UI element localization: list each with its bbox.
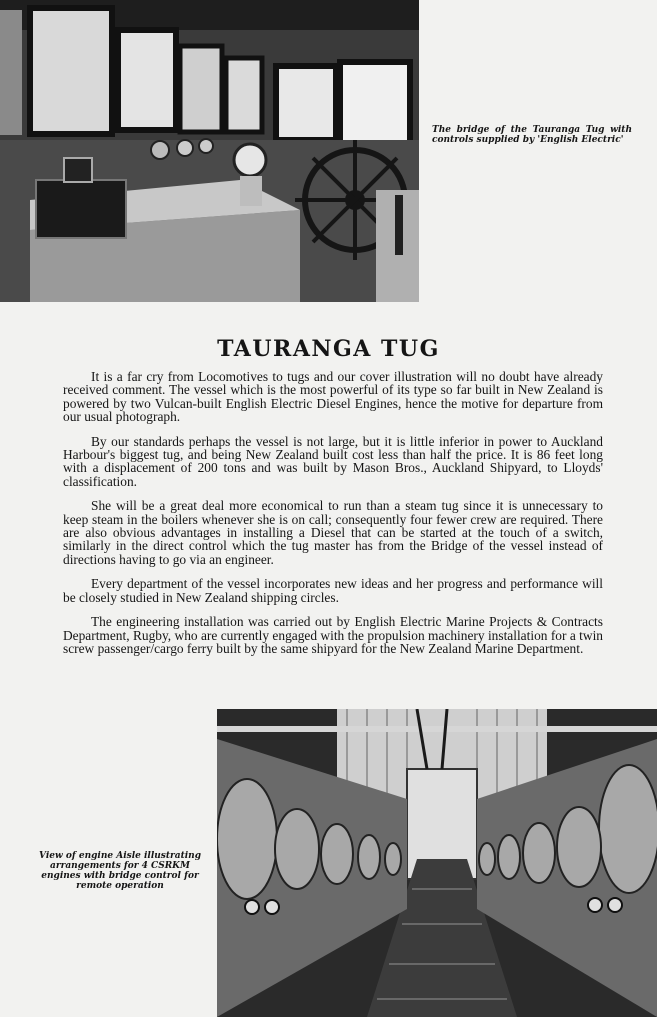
article-paragraph: The engineering installation was carried out by English Electric Marine Projects & Contracts Department, Rugby, who are currently engaged with the propulsion machinery installation for a twin screw passenger/cargo ferry built by the same shipyard for the New Zealand Marine Department. (63, 614, 603, 656)
article-paragraph: She will be a great deal more economical to run than a steam tug since it is unnecessary to keep steam in the boilers whenever she is on call; consequently four fewer crew are required. There are also obvious advantages in installing a Diesel that can be started at the touch of a switch, similarly in the direct control which the tug master has from the Bridge of the vessel instead of directions having to go via an engineer. (63, 498, 603, 567)
bridge-photo (0, 0, 419, 302)
bridge-photo-caption: The bridge of the Tauranga Tug with controls supplied by 'English Electric' (432, 125, 632, 145)
article-paragraph: Every department of the vessel incorporates new ideas and her progress and performance will be closely studied in New Zealand shipping circles. (63, 576, 603, 605)
engine-aisle-photo (217, 709, 657, 1017)
article-paragraph: It is a far cry from Locomotives to tugs and our cover illustration will no doubt have already received comment. The vessel which is the most powerful of its type so far built in New Zealand is powered by two Vulcan-built English Electric Diesel Engines, hence the motive for departure from our usual photograph. (63, 369, 603, 425)
article-body (63, 370, 603, 666)
article-paragraph: By our standards perhaps the vessel is not large, but it is little inferior in power to Auckland Harbour's biggest tug, and being New Zealand built cost less than half the price. It is 86 feet long with a displacement of 200 tons and was built by Mason Bros., Auckland Shipyard, to Lloyds' classification. (63, 433, 603, 489)
article-title: TAURANGA TUG (217, 336, 440, 362)
engine-photo-caption: View of engine Aisle illustrating arrangements for 4 CSRKM engines with bridge control for remote operation (39, 851, 201, 891)
